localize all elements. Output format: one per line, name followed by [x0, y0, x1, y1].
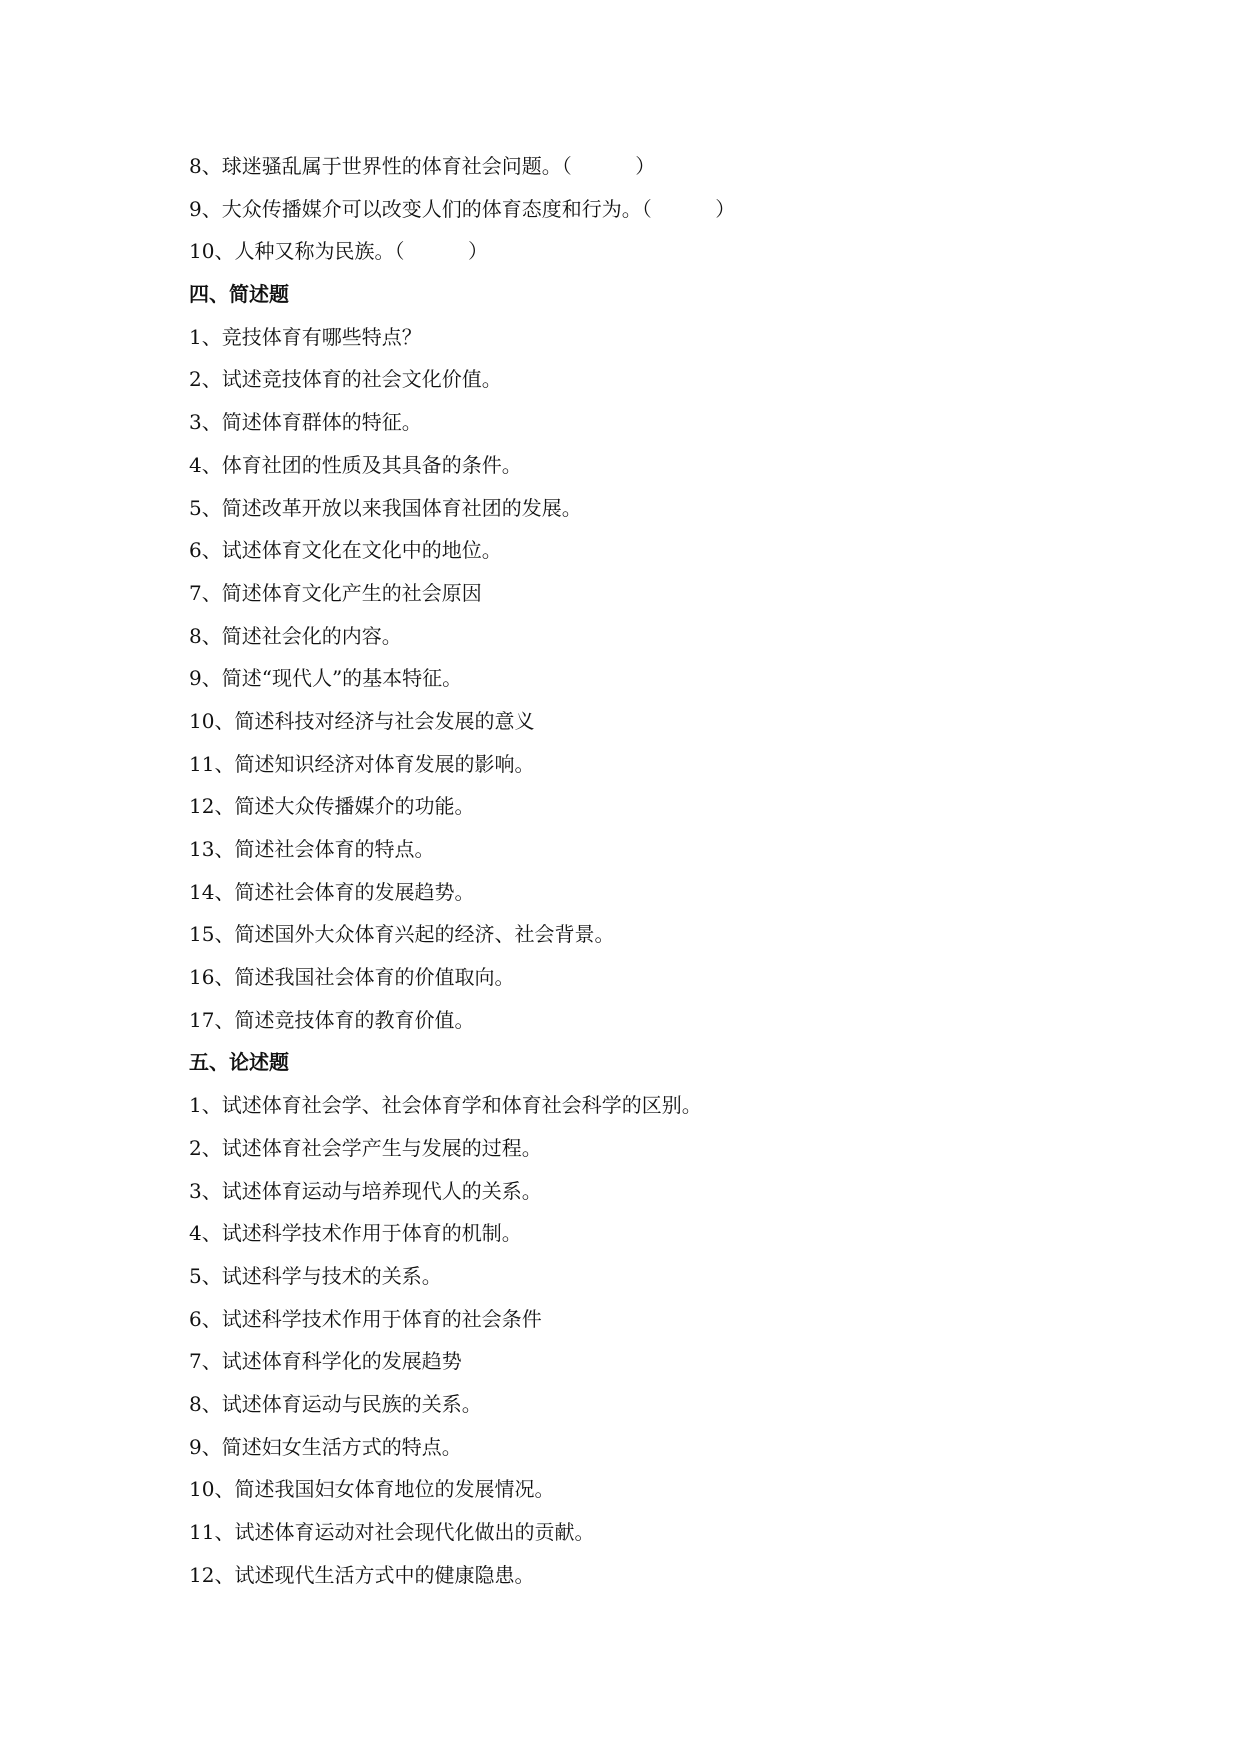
essay-item-3: 3、试述体育运动与培养现代人的关系。: [189, 1178, 542, 1203]
document-content: [189, 145, 1089, 1596]
short-answer-item-2: 2、试述竞技体育的社会文化价值。: [189, 367, 502, 392]
essay-item-1: 1、试述体育社会学、社会体育学和体育社会科学的区别。: [189, 1093, 702, 1118]
short-answer-item-12: 12、简述大众传播媒介的功能。: [189, 794, 475, 819]
short-answer-item-16: 16、简述我国社会体育的价值取向。: [189, 965, 515, 990]
short-answer-item-7: 7、简述体育文化产生的社会原因: [189, 580, 482, 605]
short-answer-item-9: 9、简述“现代人”的基本特征。: [189, 666, 463, 691]
short-answer-item-13: 13、简述社会体育的特点。: [189, 837, 435, 861]
short-answer-item-3: 3、简述体育群体的特征。: [189, 410, 422, 435]
essay-item-5: 5、试述科学与技术的关系。: [189, 1263, 442, 1288]
short-answer-item-11: 11、简述知识经济对体育发展的影响。: [189, 751, 535, 776]
short-answer-item-6: 6、试述体育文化在文化中的地位。: [189, 538, 502, 563]
essay-item-10: 10、简述我国妇女体育地位的发展情况。: [189, 1477, 555, 1502]
essay-item-11: 11、试述体育运动对社会现代化做出的贡献。: [189, 1520, 595, 1544]
section-heading-essay: 五、论述题: [189, 1050, 289, 1075]
tf-item-9: 9、大众传播媒介可以改变人们的体育态度和行为。（ ）: [189, 196, 736, 221]
section-heading-short-answer: 四、简述题: [189, 282, 289, 307]
essay-item-4: 4、试述科学技术作用于体育的机制。: [189, 1221, 522, 1246]
short-answer-item-1: 1、竞技体育有哪些特点？: [189, 324, 422, 349]
essay-item-9: 9、简述妇女生活方式的特点。: [189, 1434, 462, 1459]
essay-item-7: 7、试述体育科学化的发展趋势: [189, 1349, 462, 1374]
short-answer-item-10: 10、简述科技对经济与社会发展的意义: [189, 708, 535, 733]
tf-item-8: 8、球迷骚乱属于世界性的体育社会问题。（ ）: [189, 154, 656, 178]
tf-item-10: 10、人种又称为民族。（ ）: [189, 239, 489, 264]
short-answer-item-15: 15、简述国外大众体育兴起的经济、社会背景。: [189, 922, 615, 947]
essay-item-12: 12、试述现代生活方式中的健康隐患。: [189, 1562, 535, 1587]
short-answer-item-14: 14、简述社会体育的发展趋势。: [189, 879, 475, 904]
short-answer-item-17: 17、简述竞技体育的教育价值。: [189, 1007, 475, 1032]
short-answer-item-8: 8、简述社会化的内容。: [189, 623, 402, 648]
essay-item-2: 2、试述体育社会学产生与发展的过程。: [189, 1135, 542, 1160]
short-answer-item-4: 4、体育社团的性质及其具备的条件。: [189, 452, 522, 477]
short-answer-item-5: 5、简述改革开放以来我国体育社团的发展。: [189, 495, 582, 520]
essay-item-6: 6、试述科学技术作用于体育的社会条件: [189, 1306, 542, 1331]
essay-item-8: 8、试述体育运动与民族的关系。: [189, 1391, 482, 1416]
